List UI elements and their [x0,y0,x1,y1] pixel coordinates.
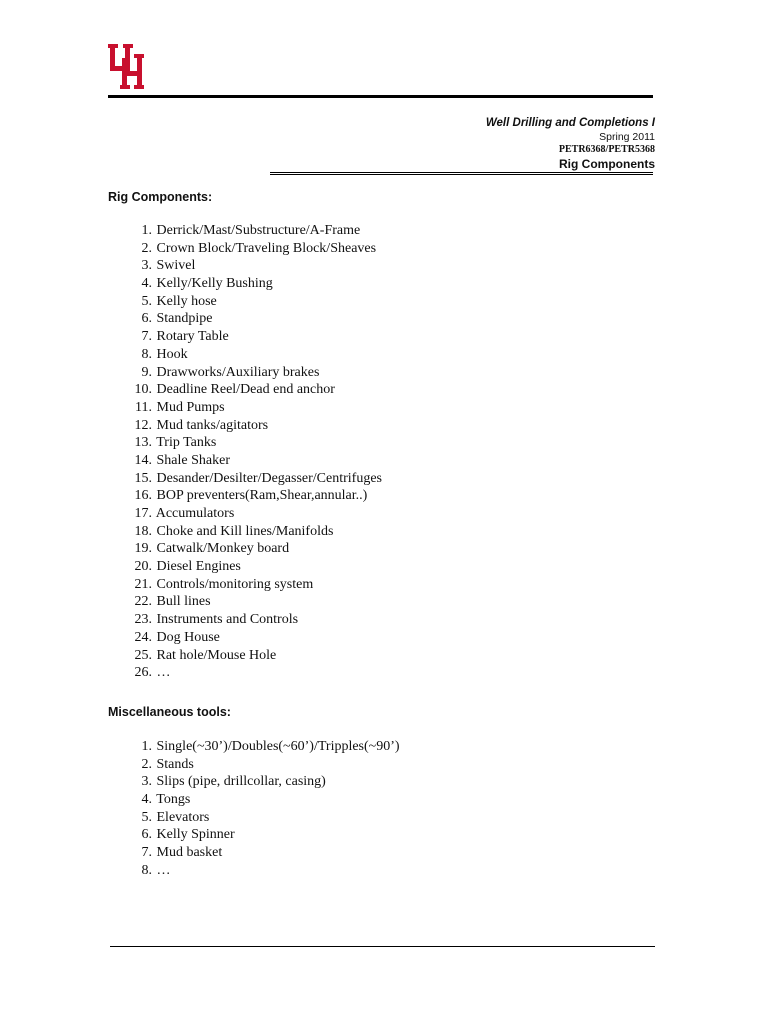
list-item [124,611,382,629]
list-item-text: Swivel [156,258,196,274]
list-item-number: 17. [134,506,152,521]
list-item [124,540,382,558]
document-topic: Rig Components [559,157,655,171]
course-title: Well Drilling and Completions I [485,117,655,129]
list-item-number: 19. [134,541,152,557]
list-item-number: 7. [141,845,152,861]
list-item-text: Kelly hose [156,293,217,309]
list-item [124,558,382,576]
list-item-text: Crown Block/Traveling Block/Sheaves [156,240,377,256]
list-item [124,275,382,293]
list-item-text: Diesel Engines [156,559,241,575]
list-item-number: 15. [134,470,152,486]
list-item-number: 14. [134,452,152,468]
list-item-number: 24. [134,629,152,645]
list-item [124,364,382,382]
list-item [124,381,382,399]
list-item-number: 16. [134,488,152,504]
list-item [124,399,382,417]
list-item-number: 11. [135,399,152,415]
list-item-text: Tongs [156,792,191,808]
list-item-number: 6. [141,311,152,327]
course-term: Spring 2011 [599,131,655,143]
list-item-number: 12. [134,417,152,433]
list-item-number: 26. [134,665,152,681]
misc-tools-heading: Miscellaneous tools: [108,705,231,719]
list-item [124,257,382,275]
list-item-text: Single(~30’)/Doubles(~60’)/Tripples(~90’) [156,739,400,754]
list-item [124,434,382,452]
list-item-text: Elevators [156,809,210,825]
list-item-number: 20. [134,559,152,575]
list-item-number: 2. [141,240,152,256]
list-item [124,593,382,611]
list-item-number: 18. [134,523,152,539]
list-item-text: Bull lines [156,594,211,610]
footer-rule [110,946,655,947]
list-item-text: Deadline Reel/Dead end anchor [156,382,335,398]
rig-components-heading: Rig Components: [108,190,213,204]
list-item [124,664,382,682]
header-rule [108,95,653,98]
list-item-text: Rat hole/Mouse Hole [156,647,277,663]
list-item-text: Accumulators [155,506,235,521]
list-item-number: 3. [141,258,152,274]
list-item-text: Kelly Spinner [156,827,235,843]
list-item-text: Mud tanks/agitators [156,417,269,433]
list-item-number: 5. [141,809,152,825]
list-item-text: Derrick/Mast/Substructure/A-Frame [156,223,361,238]
list-item-text: Controls/monitoring system [156,576,314,592]
list-item [124,791,400,809]
list-item [124,222,382,240]
list-item-text: … [156,665,171,681]
list-item-number: 8. [141,346,152,362]
list-item-number: 6. [141,827,152,843]
uh-logo-icon [108,44,144,90]
list-item-number: 23. [134,612,152,628]
list-item [124,862,400,880]
list-item-number: 13. [134,435,152,451]
course-code: PETR6368/PETR5368 [558,144,655,155]
list-item [124,328,382,346]
list-item-text: Stands [156,756,194,772]
list-item-number: 4. [141,276,152,292]
list-item-number: 22. [134,594,152,610]
list-item [124,487,382,505]
list-item [124,523,382,541]
list-item-number: 1. [141,223,152,238]
list-item-text: BOP preventers(Ram,Shear,annular..) [156,488,368,504]
list-item [124,240,382,258]
list-item [124,826,400,844]
list-item [124,738,400,756]
list-item-text: Slips (pipe, drillcollar, casing) [156,774,326,790]
list-item-text: Catwalk/Monkey board [156,541,290,557]
list-item [124,773,400,791]
list-item [124,346,382,364]
list-item-number: 5. [141,293,152,309]
list-item-number: 1. [141,739,152,754]
list-item-text: … [156,862,171,878]
list-item-text: Choke and Kill lines/Manifolds [156,523,334,539]
list-item [124,647,382,665]
list-item [124,576,382,594]
list-item-text: Instruments and Controls [156,612,299,628]
list-item-number: 3. [141,774,152,790]
list-item-number: 21. [134,576,152,592]
list-item-number: 8. [141,862,152,878]
list-item [124,293,382,311]
list-item-number: 7. [141,329,152,345]
rig-components-list [124,222,382,682]
list-item-text: Trip Tanks [156,435,217,451]
list-item-text: Mud basket [156,845,223,861]
list-item-number: 25. [134,647,152,663]
list-item [124,756,400,774]
list-item [124,809,400,827]
misc-tools-list [124,738,400,880]
list-item-text: Hook [156,346,188,362]
list-item [124,470,382,488]
list-item-number: 10. [134,382,152,398]
list-item [124,452,382,470]
list-item-number: 9. [141,364,152,380]
topic-double-rule [270,172,653,175]
list-item [124,417,382,435]
list-item [124,310,382,328]
list-item-text: Kelly/Kelly Bushing [156,276,273,292]
list-item-text: Rotary Table [156,329,229,345]
list-item-number: 4. [141,792,152,808]
list-item-text: Desander/Desilter/Degasser/Centrifuges [156,470,382,486]
list-item-text: Shale Shaker [156,452,230,468]
document-header [255,116,655,172]
list-item-text: Mud Pumps [156,399,225,415]
list-item-text: Standpipe [156,311,213,327]
list-item-text: Drawworks/Auxiliary brakes [156,364,320,380]
list-item [124,844,400,862]
list-item [124,505,382,523]
list-item-text: Dog House [156,629,220,645]
list-item [124,629,382,647]
list-item-number: 2. [141,756,152,772]
